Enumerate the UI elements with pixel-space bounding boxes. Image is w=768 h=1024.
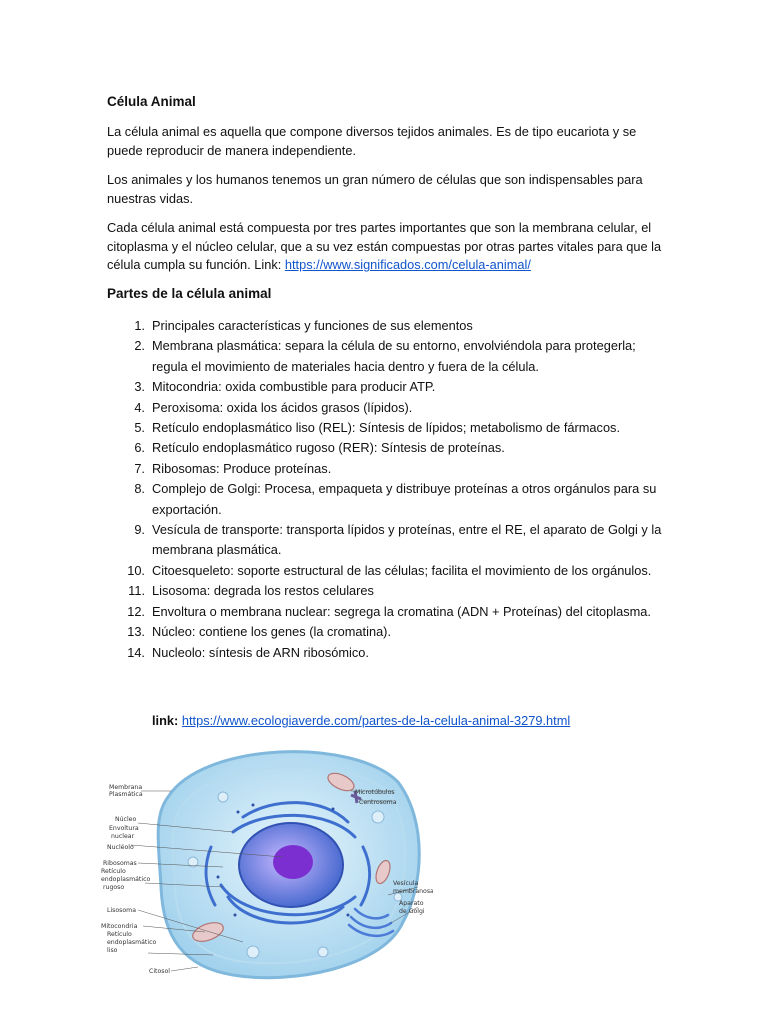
- label-citosol: Citosol: [149, 968, 170, 975]
- label-envoltura: Envoltura: [109, 825, 139, 832]
- list-item: 4. Peroxisoma: oxida los ácidos grasos (lípidos).: [134, 399, 413, 415]
- list-item: 12. Envoltura o membrana nuclear: segrega la cromatina (ADN + Proteínas) del citoplasma.: [127, 603, 651, 619]
- list-item: 8. Complejo de Golgi: Procesa, empaqueta y distribuye proteínas a otros orgánulos para su exportación.: [134, 481, 657, 517]
- document-title: Célula Animal: [107, 94, 196, 109]
- label-ribosomas: Ribosomas: [103, 860, 137, 867]
- link-label: link:: [152, 713, 182, 728]
- label-plasmatica: Plasmática: [109, 791, 143, 798]
- animal-cell-diagram: [93, 737, 433, 987]
- paragraph-parts: [107, 219, 667, 275]
- section-title: Partes de la célula animal: [107, 286, 272, 301]
- ecologiaverde-link-line: [152, 713, 570, 728]
- label-microtubulos: Microtúbulos: [355, 789, 395, 796]
- label-de-golgi: de Golgi: [399, 908, 425, 915]
- list-item: 6. Retículo endoplasmático rugoso (RER): Síntesis de proteínas.: [134, 440, 505, 456]
- label-nucleo: Núcleo: [115, 816, 137, 823]
- list-item: 10. Citoesqueleto: soporte estructural de las células; facilita el movimiento de los orgánulos.: [127, 562, 652, 578]
- list-item: 11. Lisosoma: degrada los restos celulares: [128, 583, 374, 599]
- label-reticulo-1: Retículo: [101, 868, 126, 875]
- label-liso: liso: [107, 947, 118, 954]
- label-endoplasmatico-1: endoplasmático: [101, 876, 151, 883]
- label-membrana: Membrana: [109, 784, 143, 791]
- list-item: 13. Núcleo: contiene los genes (la cromatina).: [127, 624, 391, 640]
- nucleolus: [273, 845, 313, 879]
- paragraph-animals: Los animales y los humanos tenemos un gran número de células que son indispensables para nuestras vidas.: [107, 172, 643, 206]
- label-reticulo-2: Retículo: [107, 931, 132, 938]
- list-item: 2. Membrana plasmática: separa la célula de su entorno, envolviéndola para protegerla; regula el movimiento de materiales hacia dentro y fuera de la célula.: [134, 338, 636, 374]
- label-aparato: Aparato: [399, 900, 424, 907]
- label-lisosoma: Lisosoma: [107, 907, 137, 914]
- paragraph-parts-text: Cada célula animal está compuesta por tres partes importantes que son la membrana celular, el citoplasma y el núcleo celular, que a su vez están compuestas por otras partes vitales para que la célula cumpla su función. Link:: [107, 220, 662, 272]
- list-item: 14. Nucleolo: síntesis de ARN ribosómico.: [127, 644, 369, 660]
- list-item: 3. Mitocondria: oxida combustible para producir ATP.: [134, 379, 436, 395]
- label-mitocondria: Mitocondria: [101, 923, 138, 930]
- cell-illustration: [93, 737, 433, 987]
- ecologiaverde-link[interactable]: https://www.ecologiaverde.com/partes-de-la-celula-animal-3279.html: [181, 713, 571, 728]
- parts-list: [107, 316, 667, 663]
- list-item: 1. Principales características y funciones de sus elementos: [134, 318, 473, 333]
- list-item: 7. Ribosomas: Produce proteínas.: [134, 460, 332, 476]
- label-endoplasmatico-2: endoplasmático: [107, 939, 157, 946]
- label-rugoso: rugoso: [103, 884, 125, 891]
- significados-link[interactable]: https://www.significados.com/celula-animal/: [284, 257, 531, 272]
- label-membranosa: membranosa: [393, 888, 433, 895]
- label-nucleolo: Nucléolo: [107, 844, 134, 851]
- list-item: 9. Vesícula de transporte: transporta lípidos y proteínas, entre el RE, el aparato de Golgi y la membrana plasmática.: [134, 522, 662, 558]
- paragraph-intro: La célula animal es aquella que compone diversos tejidos animales. Es de tipo eucariota y se puede reproducir de manera independiente.: [107, 124, 637, 158]
- label-vesicula: Vesícula: [393, 880, 419, 887]
- list-item: 5. Retículo endoplasmático liso (REL): Síntesis de lípidos; metabolismo de fármacos.: [134, 420, 621, 436]
- label-nuclear: nuclear: [111, 833, 135, 840]
- label-centrosoma: Centrosoma: [359, 799, 397, 806]
